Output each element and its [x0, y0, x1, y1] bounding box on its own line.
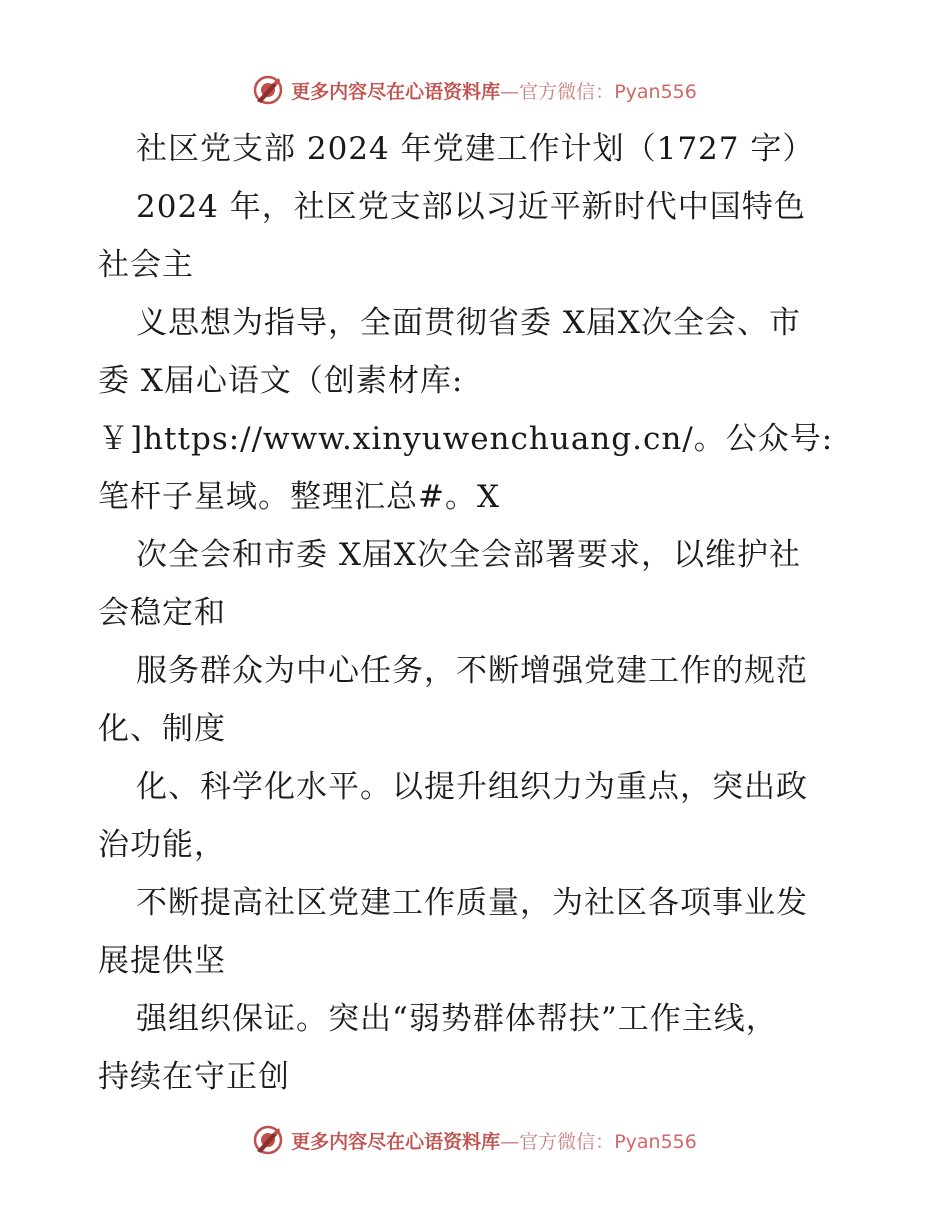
banner-text — [291, 1127, 697, 1154]
doc-line: 次全会和市委 X届X次全会部署要求，以维护社 — [136, 537, 801, 573]
doc-line: 社会主 — [98, 247, 194, 283]
banner-brand: Pyan556 — [614, 1130, 697, 1153]
banner-main: 更多内容尽在心语资料库 — [291, 80, 501, 103]
banner-dash: — — [500, 80, 520, 103]
doc-line: 化、制度 — [98, 711, 226, 747]
doc-line: 持续在守正创 — [98, 1059, 290, 1095]
banner-main: 更多内容尽在心语资料库 — [291, 1130, 501, 1153]
banner-official: 官方微信： — [519, 80, 615, 103]
doc-line: ￥]https://www.xinyuwenchuang.cn/。公众号: — [98, 421, 834, 457]
doc-line: 笔杆子星域。整理汇总#。X — [98, 479, 501, 515]
doc-line: 治功能， — [98, 827, 226, 863]
doc-line: 社区党支部 2024 年党建工作计划（1727 字） — [136, 131, 815, 167]
pen-logo-icon — [253, 75, 283, 105]
doc-line: 化、科学化水平。以提升组织力为重点，突出政 — [136, 769, 808, 805]
doc-line: 不断提高社区党建工作质量，为社区各项事业发 — [136, 885, 808, 921]
footer-banner — [0, 1120, 950, 1160]
doc-line: 服务群众为中心任务，不断增强党建工作的规范 — [136, 653, 808, 689]
banner-text — [291, 77, 697, 104]
doc-line: 2024 年，社区党支部以习近平新时代中国特色 — [136, 189, 806, 225]
doc-line: 委 X届心语文（创素材库: — [98, 363, 464, 399]
banner-official: 官方微信： — [519, 1130, 615, 1153]
banner-brand: Pyan556 — [614, 80, 697, 103]
doc-line: 会稳定和 — [98, 595, 226, 631]
header-banner — [0, 70, 950, 110]
pen-logo-icon — [253, 1125, 283, 1155]
document-body — [98, 120, 868, 1106]
doc-line: 强组织保证。突出“弱势群体帮扶”工作主线， — [136, 1001, 778, 1037]
doc-line: 展提供坚 — [98, 943, 226, 979]
doc-line: 义思想为指导，全面贯彻省委 X届X次全会、市 — [136, 305, 801, 341]
banner-dash: — — [500, 1130, 520, 1153]
